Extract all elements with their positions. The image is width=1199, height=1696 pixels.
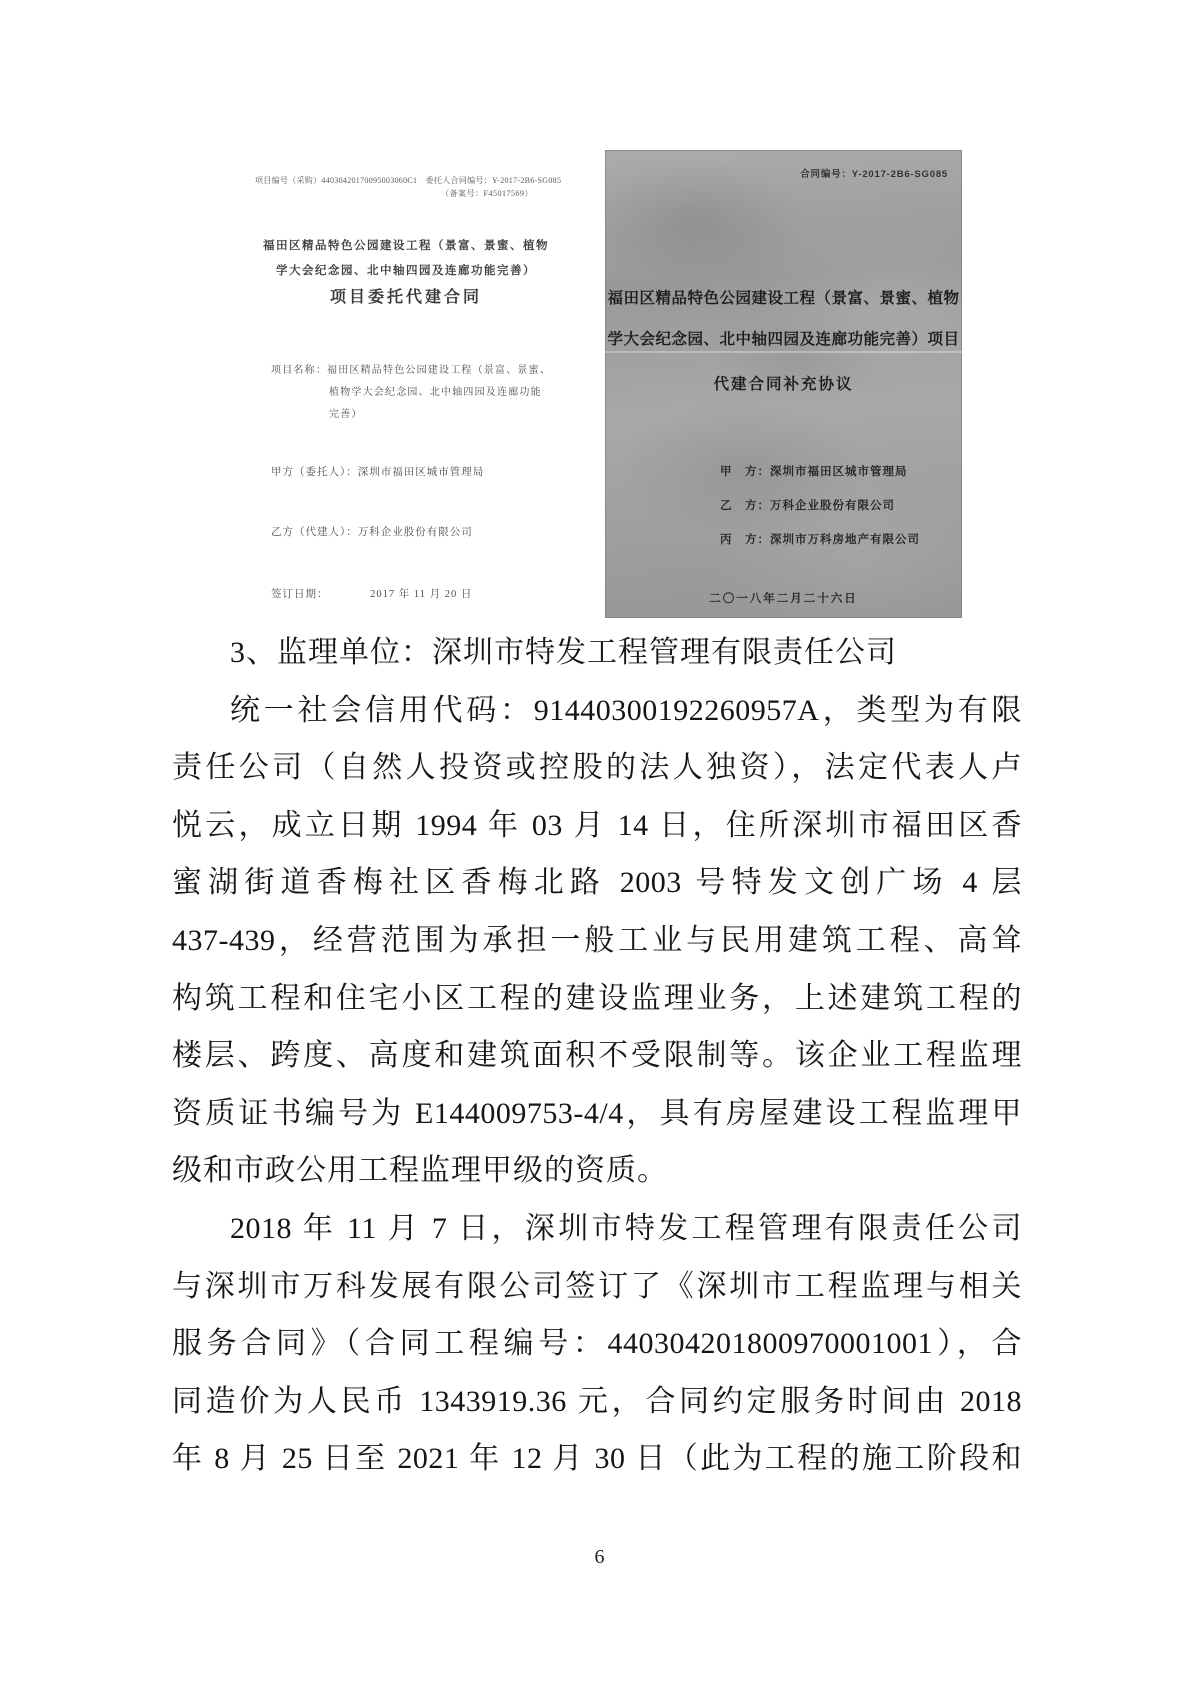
contract-title — [253, 234, 559, 284]
body-line: 楼层、跨度、高度和建筑面积不受限制等。该企业工程监理 — [172, 1039, 1022, 1073]
contract-title-line1: 福田区精品特色公园建设工程（景富、景蜜、植物 — [263, 240, 549, 252]
body-line: 级和市政公用工程监理甲级的资质。 — [172, 1154, 668, 1188]
party-b-line: 乙方（代建人）：万科企业股份有限公司 — [271, 527, 473, 538]
project-name-line1: 项目名称：福田区精品特色公园建设工程（景富、景蜜、 — [271, 365, 551, 376]
contract-title-line2: 学大会纪念园、北中轴四园及连廊功能完善） — [276, 265, 536, 277]
contract-subtitle: 项目委托代建合同 — [329, 289, 482, 306]
body-line: 年 8 月 25 日至 2021 年 12 月 30 日（此为工程的施工阶段和 — [172, 1442, 1022, 1476]
party-a-line: 甲方（委托人）：深圳市福田区城市管理局 — [271, 467, 485, 478]
sign-date-row — [271, 586, 472, 601]
agreement-subtitle: 代建合同补充协议 — [713, 376, 854, 393]
body-line: 统一社会信用代码：91440300192260957A，类型为有限 — [230, 693, 1022, 727]
body-text — [172, 624, 1022, 1488]
scanned-contract-cover-left — [253, 148, 562, 614]
body-line: 3、监理单位：深圳市特发工程管理有限责任公司 — [230, 636, 897, 669]
project-name-line2: 植物学大会纪念园、北中轴四园及连廊功能 — [329, 387, 542, 398]
contract-number: 合同编号：Y-2017-2B6-SG085 — [800, 169, 948, 180]
agreement-date: 二〇一八年二月二十六日 — [709, 593, 858, 605]
project-name-block — [271, 360, 571, 426]
body-line: 责任公司（自然人投资或控股的法人独资），法定代表人卢 — [172, 751, 1022, 785]
project-number-line: 项目编号（采购）44030420170095003060C1 委托人合同编号：Y-2017-2B6-SG085 — [255, 176, 562, 185]
agreement-title — [605, 278, 962, 360]
body-line: 悦云，成立日期 1994 年 03 月 14 日，住所深圳市福田区香 — [172, 808, 1022, 842]
record-number-line: （备案号：F45017569） — [441, 189, 533, 198]
body-line: 437-439，经营范围为承担一般工业与民用建筑工程、高耸 — [172, 923, 1022, 957]
sign-date-label: 签订日期： — [271, 589, 329, 600]
body-line: 资质证书编号为 E144009753-4/4，具有房屋建设工程监理甲 — [172, 1096, 1022, 1130]
agreement-party-b: 乙 方：万科企业股份有限公司 — [720, 500, 895, 512]
page-number: 6 — [594, 1546, 605, 1568]
agreement-title-line1: 福田区精品特色公园建设工程（景富、景蜜、植物 — [607, 290, 960, 307]
agreement-parties — [720, 455, 920, 557]
body-line: 构筑工程和住宅小区工程的建设监理业务，上述建筑工程的 — [172, 981, 1022, 1015]
body-line: 同造价为人民币 1343919.36 元，合同约定服务时间由 2018 — [172, 1384, 1022, 1418]
body-line: 蜜湖街道香梅社区香梅北路 2003 号特发文创广场 4 层 — [172, 866, 1022, 900]
agreement-party-a: 甲 方：深圳市福田区城市管理局 — [720, 466, 908, 478]
agreement-title-line2: 学大会纪念园、北中轴四园及连廊功能完善）项目 — [607, 331, 960, 348]
scanned-contract-cover-right — [605, 150, 962, 618]
project-name-line3: 完善） — [329, 409, 363, 420]
body-line: 2018 年 11 月 7 日，深圳市特发工程管理有限责任公司 — [230, 1211, 1022, 1245]
contract-header-numbers — [255, 174, 565, 200]
body-line: 服务合同》（合同工程编号：440304201800970001001），合 — [172, 1327, 1022, 1361]
agreement-party-c: 丙 方：深圳市万科房地产有限公司 — [720, 534, 920, 546]
sign-date-value: 2017 年 11 月 20 日 — [370, 589, 473, 600]
body-line: 与深圳市万科发展有限公司签订了《深圳市工程监理与相关 — [172, 1269, 1022, 1303]
